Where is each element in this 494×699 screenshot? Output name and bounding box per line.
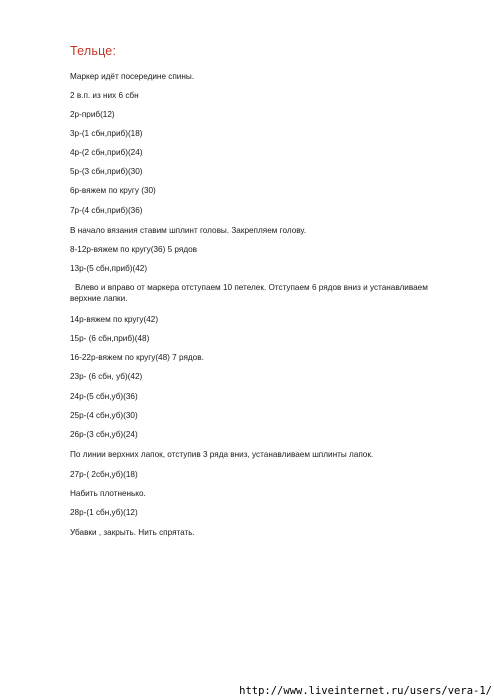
- instruction-line: 15р- (6 сбн,приб)(48): [70, 334, 150, 343]
- instruction-line: 26р-(3 сбн,уб)(24): [70, 430, 138, 439]
- instruction-line: 28р-(1 сбн,уб)(12): [70, 508, 138, 517]
- instruction-line: 27р-( 2сбн,уб)(18): [70, 470, 138, 479]
- instruction-line: 14р-вяжем по кругу(42): [70, 315, 159, 324]
- instruction-line: 25р-(4 сбн,уб)(30): [70, 411, 138, 420]
- instruction-paragraph: Влево и вправо от маркера отступаем 10 петелек. Отступаем 6 рядов вниз и устанавливаем верхние лапки.: [70, 283, 428, 303]
- instruction-line: Убавки , закрыть. Нить спрятать.: [70, 528, 195, 537]
- instruction-line: 3р-(1 сбн,приб)(18): [70, 129, 143, 138]
- instruction-line: Набить плотненько.: [70, 489, 146, 498]
- instruction-line: 23р- (6 сбн, уб)(42): [70, 372, 143, 381]
- instruction-line: В начало вязания ставим шплинт головы. Закрепляем голову.: [70, 226, 306, 235]
- instruction-line: 24р-(5 сбн,уб)(36): [70, 392, 138, 401]
- instruction-line: 16-22р-вяжем по кругу(48) 7 рядов.: [70, 353, 204, 362]
- instruction-line: 6р-вяжем по кругу (30): [70, 186, 156, 195]
- instruction-line: 8-12р-вяжем по кругу(36) 5 рядов: [70, 245, 198, 254]
- instruction-line: 5р-(3 сбн,приб)(30): [70, 167, 143, 176]
- instruction-line: 2р-приб(12): [70, 110, 115, 119]
- instruction-line: По линии верхних лапок, отступив 3 ряда вниз, устанавливаем шплинты лапок.: [70, 450, 374, 459]
- section-title: Тельце:: [70, 44, 117, 58]
- instruction-line: Маркер идёт посередине спины.: [70, 72, 195, 81]
- instruction-line: 7р-(4 сбн,приб)(36): [70, 206, 143, 215]
- instruction-line: 2 в.п. из них 6 сбн: [70, 91, 139, 100]
- instruction-line: 13р-(5 сбн,приб)(42): [70, 264, 148, 273]
- instruction-line: 4р-(2 сбн,приб)(24): [70, 148, 143, 157]
- source-url-watermark: http://www.liveinternet.ru/users/vera-1/: [239, 685, 492, 697]
